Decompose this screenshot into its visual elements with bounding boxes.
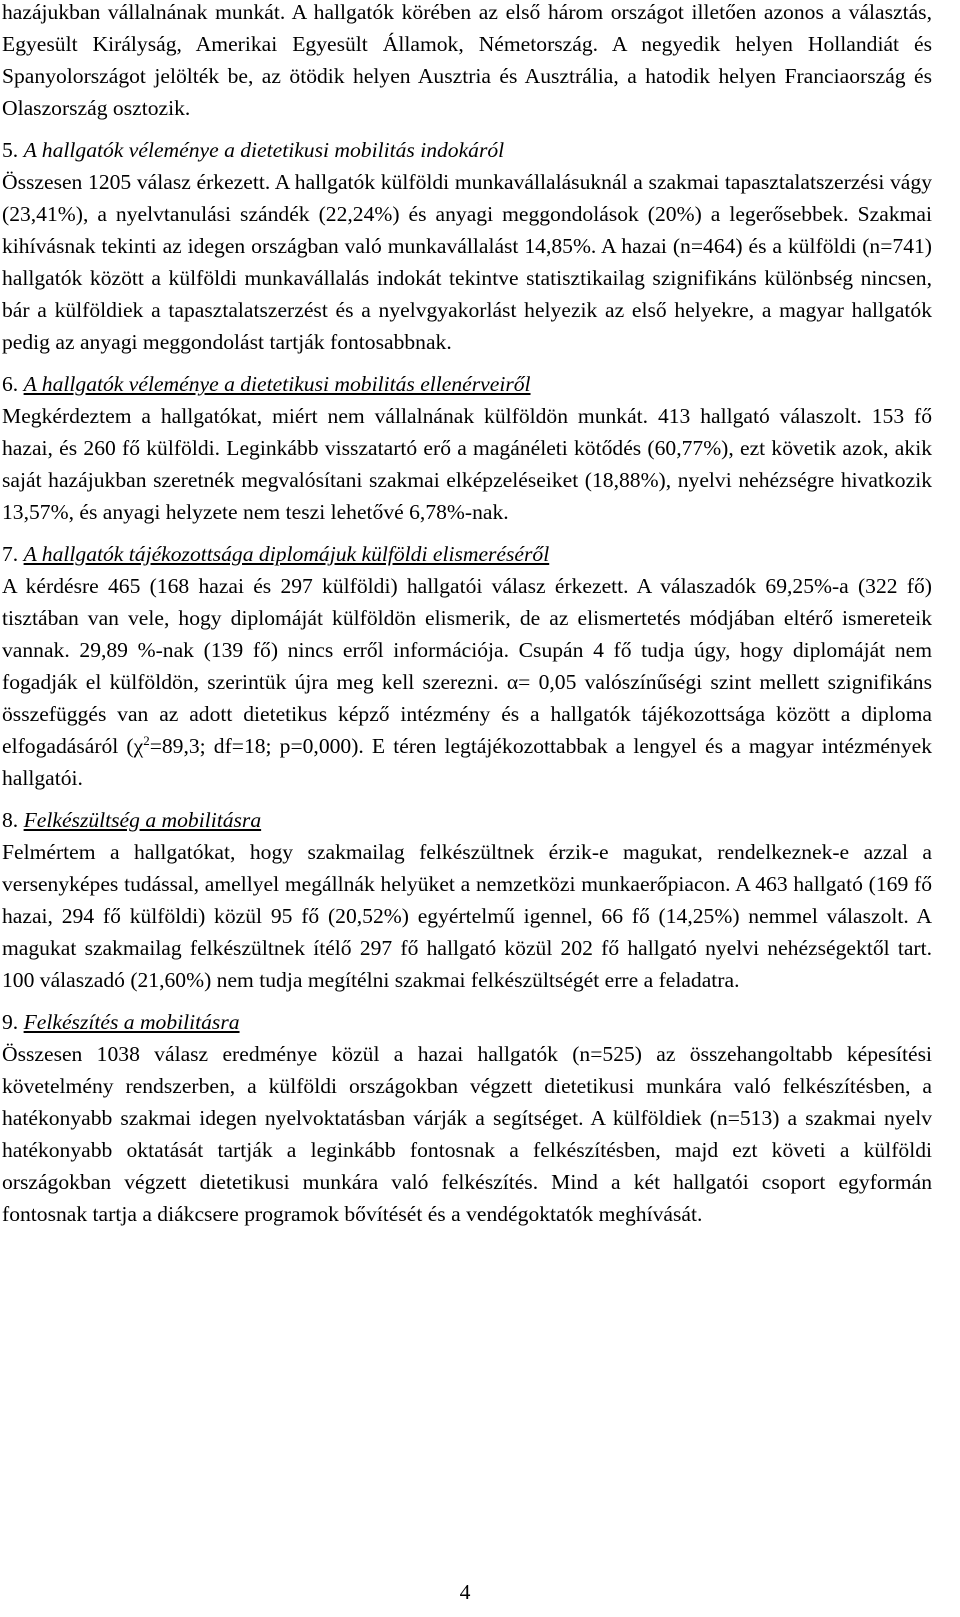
intro-paragraph: hazájukban vállalnának munkát. A hallgatók körében az első három országot illetően azonos a választás, Egyesült Királyság, Amerikai Egyesült Államok, Németország. A negyedik helyen Hollandiát és Spanyolországot jelölték be, az ötödik helyen Ausztria és Ausztrália, a hatodik helyen Franciaország és Olaszország osztozik. (2, 0, 932, 120)
section-7-body-text: A kérdésre 465 (168 hazai és 297 külföldi) hallgatói válasz érkezett. A válaszadók 69,25%-a (322 fő) tisztában van vele, hogy diplomáját külföldön elismerik, de az elismertetés módjában eltérő ismereteik vannak. 29,89 %-nak (139 fő) nincs erről információja. Csupán 4 fő tudja úgy, hogy diplomáját nem fogadják el külföldön, szerintük újra meg kell szerezni. α= 0,05 valószínűségi szint mellett szignifikáns összefüggés van az adott dietetikus képző intézmény és a hallgatók tájékozottsága között a diploma elfogadásáról (χ (2, 574, 932, 758)
page-content (2, 0, 932, 1233)
section-title: Felkészítés a mobilitásra (23, 1010, 240, 1034)
section-9-body: Összesen 1038 válasz eredménye közül a hazai hallgatók (n=525) az összehangoltabb képesítési követelmény rendszerben, a külföldi országokban végzett dietetikusi munkára való felkészítésben, a hatékonyabb szakmai idegen nyelvoktatásban várják a segítséget. A külföldiek (n=513) a szakmai nyelv hatékonyabb oktatását tartják a leginkább fontosnak a felkészítésben, majd ezt követi a külföldi országokban végzett dietetikusi munkára való felkészítés. Mind a két hallgatói csoport egyformán fontosnak tartja a diákcsere programok bővítését és a vendégoktatók meghívását. (2, 1042, 932, 1226)
section-number: 5. (2, 138, 19, 162)
section-8-heading (2, 804, 932, 836)
section-7-body-text-continued: =89,3; df=18; p=0,000). E téren legtájékozottabbak a lengyel és a magyar intézmények hallgatói. (2, 734, 932, 790)
section-7-heading (2, 538, 932, 570)
section-number: 9. (2, 1010, 19, 1034)
section-7-body (2, 570, 932, 794)
section-9-heading (2, 1006, 932, 1038)
section-5-heading (2, 134, 932, 166)
section-6-body: Megkérdeztem a hallgatókat, miért nem vállalnának külföldön munkát. 413 hallgató válaszolt. 153 fő hazai, és 260 fő külföldi. Leginkább visszatartó erő a magánéleti kötődés (60,77%), ezt követik azok, akik saját hazájukban szeretnék megvalósítani szakmai elképzeléseiket (18,88%), nyelvi nehézségre hivatkozik 13,57%, és anyagi helyzete nem teszi lehetővé 6,78%-nak. (2, 404, 932, 524)
section-number: 6. (2, 372, 19, 396)
section-8-body: Felmértem a hallgatókat, hogy szakmailag felkészültnek érzik-e magukat, rendelkeznek-e azzal a versenyképes tudással, amellyel megállnák helyüket a nemzetközi munkaerőpiacon. A 463 hallgató (169 fő hazai, 294 fő külföldi) közül 95 fő (20,52%) egyértelmű igennel, 66 fő (14,25%) nemmel válaszolt. A magukat szakmailag felkészültnek ítélő 297 fő hallgató közül 202 fő hallgató nyelvi nehézségektől tart. 100 válaszadó (21,60%) nem tudja megítélni szakmai felkészültségét erre a feladatra. (2, 840, 932, 992)
section-title: A hallgatók tájékozottsága diplomájuk külföldi elismeréséről (23, 542, 550, 566)
section-title: A hallgatók véleménye a dietetikusi mobilitás ellenérveiről (23, 372, 531, 396)
section-title: A hallgatók véleménye a dietetikusi mobilitás indokáról (23, 138, 505, 162)
section-5-body: Összesen 1205 válasz érkezett. A hallgatók külföldi munkavállalásuknál a szakmai tapasztalatszerzési vágy (23,41%), a nyelvtanulási szándék (22,24%) és anyagi meggondolások (20%) a legerősebbek. Szakmai kihívásnak tekinti az idegen országban való munkavállalást 14,85%. A hazai (n=464) és a külföldi (n=741) hallgatók között a külföldi munkavállalás indokát tekintve statisztikailag szignifikáns különbség nincsen, bár a külföldiek a tapasztalatszerzést és a nyelvgyakorlást helyezik az első helyekre, a magyar hallgatók pedig az anyagi meggondolást tartják fontosabbnak. (2, 170, 932, 354)
section-title: Felkészültség a mobilitásra (23, 808, 262, 832)
section-number: 7. (2, 542, 19, 566)
page-number: 4 (459, 1580, 471, 1604)
section-6-heading (2, 368, 932, 400)
section-number: 8. (2, 808, 19, 832)
superscript: 2 (143, 733, 150, 748)
